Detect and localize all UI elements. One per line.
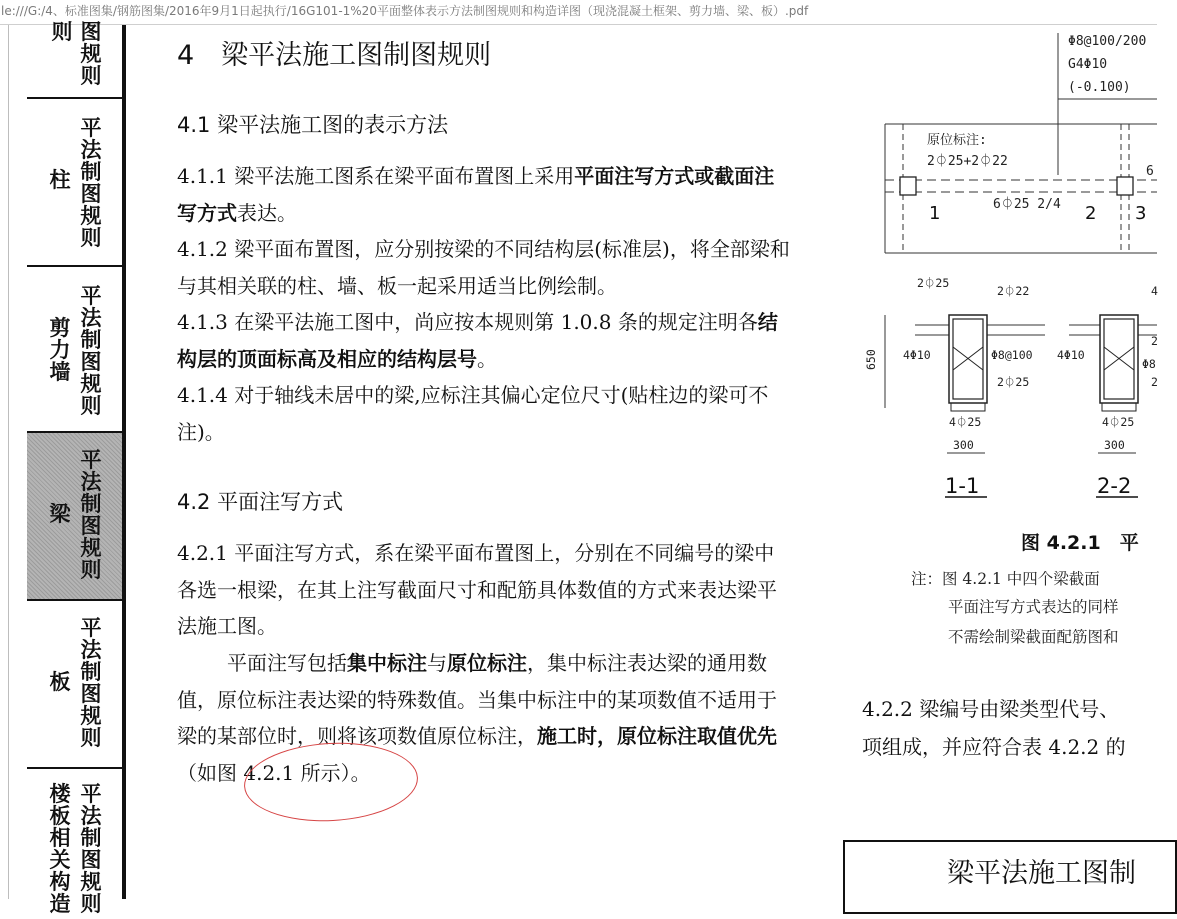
figure-caption: 图 4.2.1 平 [1021, 532, 1139, 554]
title-bar [0, 0, 1157, 25]
para-4-2-1: 4.2.1 平面注写方式，系在梁平面布置图上，分别在不同编号的梁中各选一根梁，在其上注写截面尺寸和配筋具体数值的方式来表达梁平法施工图。 [177, 541, 777, 638]
side-tab-0-left: 则 [51, 20, 73, 44]
sec2-right-small-a: 2 [1151, 334, 1158, 348]
right-para-line-2: 项组成，并应符合表 4.2.2 的 [862, 735, 1126, 759]
para-4-1-1: 4.1.1 梁平法施工图系在梁平面布置图上采用平面注写方式或截面注写方式表达。 [177, 164, 775, 225]
fig-axis-2: 2 [1085, 203, 1097, 224]
sec2-stirrup: Φ8 [1142, 357, 1156, 371]
sec2-right-small-b: 2 [1151, 375, 1158, 389]
para-4-1-4: 4.1.4 对于轴线未居中的梁,应标注其偏心定位尺寸(贴柱边的梁可不注)。 [177, 383, 769, 444]
fig-right-small: 6 [1146, 164, 1154, 179]
para-4-1-3: 4.1.3 在梁平法施工图中，尚应按本规则第 1.0.8 条的规定注明各结构层的顶面标高及相应的结构层号。 [177, 310, 778, 371]
section-4-2-title: 4.2 平面注写方式 [177, 490, 344, 514]
file-path-text: le:///G:/4、标准图集/钢筋图集/2016年9月1日起执行/16G101-1%20平面整体表示方法制图规则和构造详图（现浇混凝土框架、剪力墙、梁、板）.pdf [1, 4, 809, 18]
side-tab-zhu-right: 平法制图规则 [80, 116, 102, 250]
page-edge-line [8, 25, 9, 899]
side-tab-0[interactable] [27, 17, 122, 99]
figure-note-3: 不需绘制梁截面配筋图和 [948, 628, 1119, 646]
sec2-width-dim: 300 [1104, 438, 1125, 452]
side-tab-zhu[interactable] [27, 99, 122, 267]
right-para-line-1: 4.2.2 梁编号由梁类型代号、 [862, 697, 1120, 721]
side-tab-liang-left: 梁 [49, 502, 71, 526]
pdf-page[interactable] [0, 20, 1158, 916]
section-1-1-label: 1-1 [945, 474, 980, 498]
side-tab-zhu-left: 柱 [49, 168, 71, 192]
side-tab-louban[interactable] [27, 769, 122, 919]
section-1-1-drawing [864, 276, 1045, 498]
figure-note-1: 注：图 4.2.1 中四个梁截面 [911, 570, 1100, 588]
section-2-2-label: 2-2 [1097, 474, 1132, 498]
fig-span-label: 6⏀25 2/4 [993, 197, 1061, 212]
sec2-top-right: 4 [1151, 284, 1158, 298]
fig-label-elev: (-0.100) [1068, 80, 1131, 95]
side-tab-louban-left: 楼板相关构造 [49, 782, 71, 916]
sec1-stirrup: Φ8@100 [991, 348, 1033, 362]
sec1-top-right: 2⏀22 [997, 284, 1030, 298]
side-tab-0-right: 图规则 [80, 20, 102, 88]
para-4-1-2: 4.1.2 梁平面布置图，应分别按梁的不同结构层(标准层)，将全部梁和与其相关联的柱、墙、板一起采用适当比例绘制。 [177, 237, 790, 298]
side-tab-liang-right: 平法制图规则 [80, 448, 102, 582]
sec1-bottom: 4⏀25 [949, 415, 982, 429]
sec2-bottom: 4⏀25 [1102, 415, 1135, 429]
para-4-2-1-b: 平面注写包括集中标注与原位标注，集中标注表达梁的通用数值，原位标注表达梁的特殊数值。当集中标注中的某项数值不适用于梁的某部位时，则将该项数值原位标注，施工时，原位标注取值优先（如图 4.2.1 所示）。 [177, 651, 777, 785]
fig-axis-3: 3 [1135, 203, 1147, 224]
side-tab-ban[interactable] [27, 601, 122, 769]
fig-label-g4: G4Φ10 [1068, 57, 1108, 72]
side-tab-louban-right: 平法制图规则 [80, 782, 102, 916]
beam-figure [845, 25, 1157, 899]
fig-orig-label: 原位标注: [927, 133, 987, 148]
side-tab-ban-right: 平法制图规则 [80, 616, 102, 750]
side-tab-jianliqiang-left: 剪力墙 [49, 316, 71, 384]
side-tab-liang[interactable] [27, 433, 122, 601]
section-4-1-title: 4.1 梁平法施工图的表示方法 [177, 113, 449, 137]
fig-orig-value: 2⏀25+2⏀22 [927, 154, 1008, 169]
side-tab-jianliqiang-right: 平法制图规则 [80, 284, 102, 418]
footer-title: 梁平法施工图制 [947, 858, 1136, 889]
figure-note-2: 平面注写方式表达的同样 [948, 598, 1119, 616]
side-tab-jianliqiang[interactable] [27, 267, 122, 433]
side-tab-ban-left: 板 [49, 670, 71, 694]
side-tab-strip [27, 20, 126, 916]
chapter-title: 4 梁平法施工图制图规则 [177, 40, 492, 71]
sec1-bottom-right: 2⏀25 [997, 375, 1030, 389]
fig-axis-1: 1 [929, 203, 941, 224]
sec1-height-dim: 650 [864, 349, 878, 370]
sec2-side-left: 4Φ10 [1057, 348, 1085, 362]
sec1-top-left: 2⏀25 [917, 276, 950, 290]
fig-label-stirrup: Φ8@100/200 [1068, 34, 1147, 49]
section-2-2-drawing [1057, 284, 1158, 498]
sec1-width-dim: 300 [953, 438, 974, 452]
sec1-side-left: 4Φ10 [903, 348, 931, 362]
